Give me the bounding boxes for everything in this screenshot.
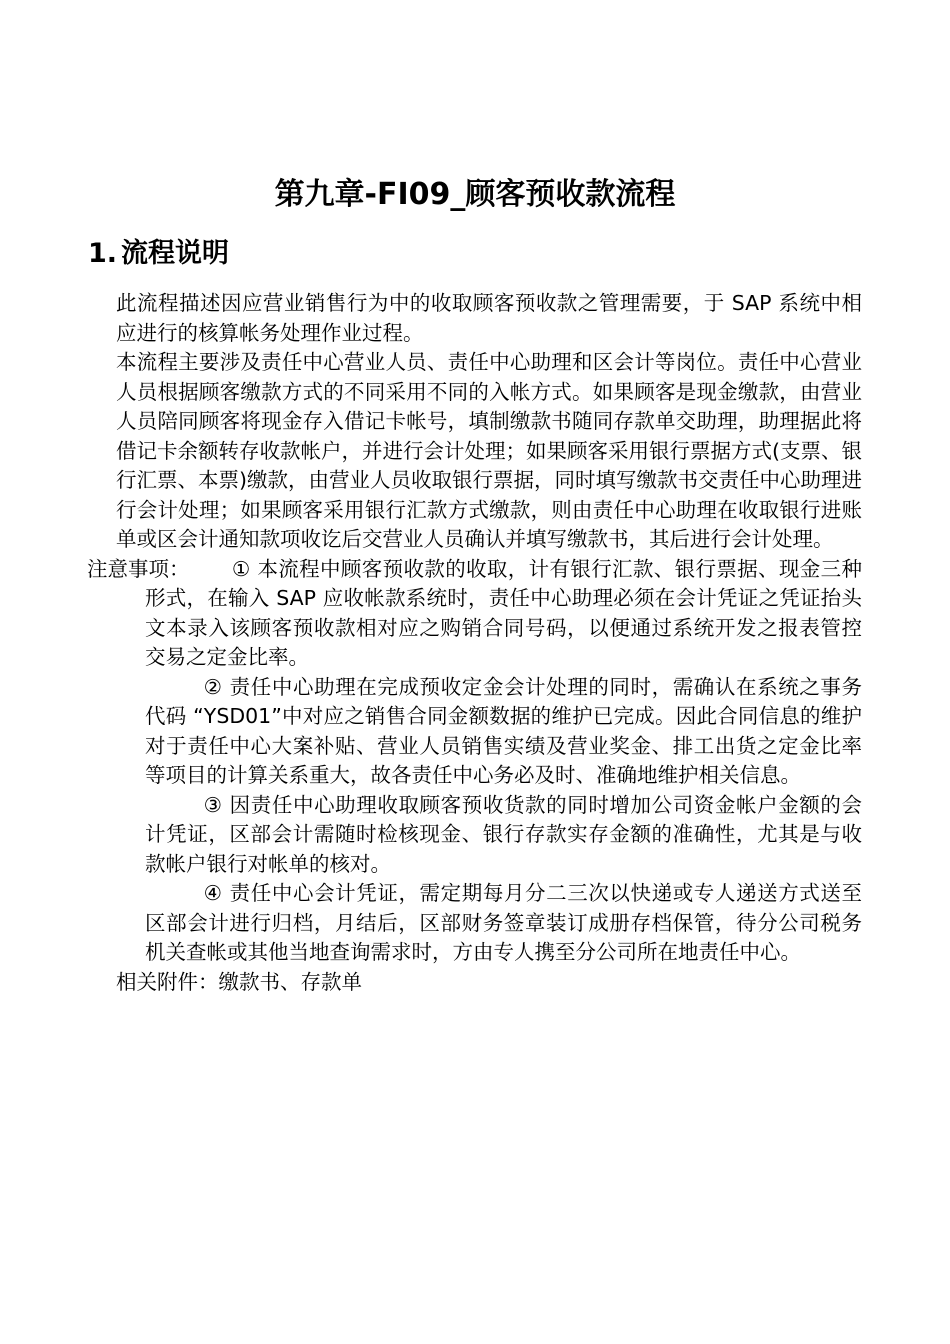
attachments-line: 相关附件：缴款书、存款单 <box>116 969 362 994</box>
section-heading-text: 流程说明 <box>121 238 230 269</box>
note-item-3: ③ 因责任中心助理收取顾客预收货款的同时增加公司资金帐户金额的会计凭证，区部会计需随时检核现金、银行存款实存金额的准确性，尤其是与收款帐户银行对帐单的核对。 <box>145 792 862 876</box>
notes-label: 注意事项： <box>87 556 190 581</box>
note-item-1: ① 本流程中顾客预收款的收取，计有银行汇款、银行票据、现金三种形式，在输入 SAP 应收帐款系统时，责任中心助理必须在会计凭证之凭证抬头文本录入该顾客预收款相对应之购销合同号码，以便通过系统开发之报表管控交易之定金比率。 <box>145 556 862 669</box>
document-title: 第九章-FI09_顾客预收款流程 <box>274 177 676 212</box>
note-item-2-block <box>116 673 862 791</box>
note-item-4: ④ 责任中心会计凭证，需定期每月分二三次以快递或专人递送方式送至区部会计进行归档，月结后，区部财务签章装订成册存档保管，待分公司税务机关查帐或其他当地查询需求时，方由专人携至分公司所在地责任中心。 <box>145 881 862 964</box>
note-item-4-block <box>116 879 862 968</box>
note-item-2: ② 责任中心助理在完成预收定金会计处理的同时，需确认在系统之事务代码 “YSD01”中对应之销售合同金额数据的维护已完成。因此合同信息的维护对于责任中心大案补贴、营业人员销售实绩及营业奖金、排工出货之定金比率等项目的计算关系重大，故各责任中心务必及时、准确地维护相关信息。 <box>145 674 862 787</box>
document-body <box>87 289 862 997</box>
paragraph-roles: 本流程主要涉及责任中心营业人员、责任中心助理和区会计等岗位。责任中心营业人员根据顾客缴款方式的不同采用不同的入帐方式。如果顾客是现金缴款，由营业人员陪同顾客将现金存入借记卡帐号，填制缴款书随同存款单交助理，助理据此将借记卡余额转存收款帐户，并进行会计处理；如果顾客采用银行票据方式(支票、银行汇票、本票)缴款，由营业人员收取银行票据，同时填写缴款书交责任中心助理进行会计处理；如果顾客采用银行汇款方式缴款，则由责任中心助理在收取银行进账单或区会计通知款项收讫后交营业人员确认并填写缴款书，其后进行会计处理。 <box>116 350 862 551</box>
section-heading <box>88 233 229 275</box>
notes-block-first <box>87 555 862 673</box>
note-item-3-block <box>116 791 862 880</box>
section-number: 1. <box>88 238 118 269</box>
paragraph-intro: 此流程描述因应营业销售行为中的收取顾客预收款之管理需要，于 SAP 系统中相应进行的核算帐务处理作业过程。 <box>116 291 862 345</box>
